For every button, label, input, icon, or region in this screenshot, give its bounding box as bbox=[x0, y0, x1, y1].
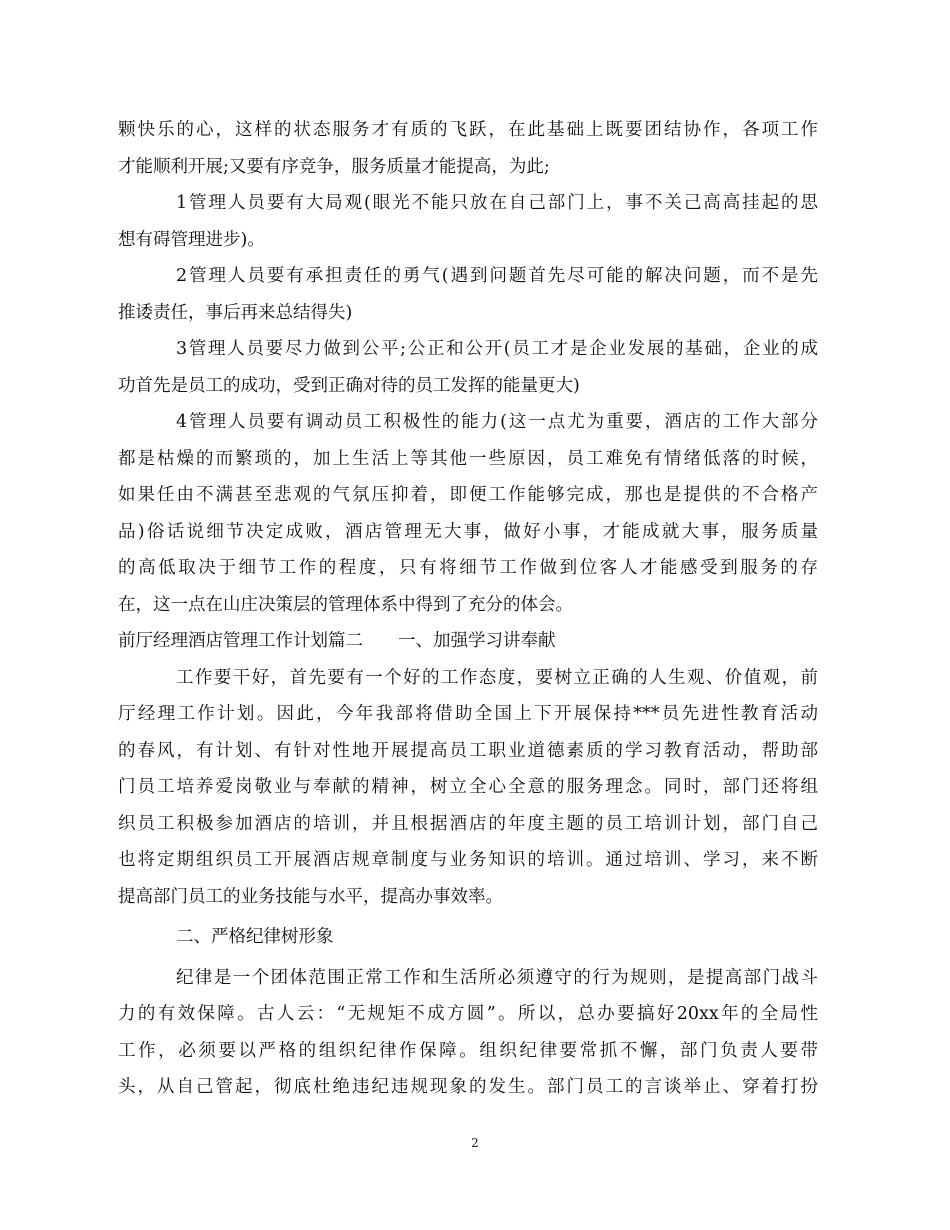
page-number: 2 bbox=[471, 1136, 479, 1150]
text-line: 工作要干好，首先要有一个好的工作态度，要树立正确的人生观、价值观，前 bbox=[176, 667, 818, 688]
text-line: 2管理人员要有承担责任的勇气(遇到问题首先尽可能的解决问题，而不是先 bbox=[176, 266, 818, 286]
text-line: 门员工培养爱岗敬业与奉献的精神，树立全心全意的服务理念。同时，部门还将组 bbox=[118, 777, 818, 797]
text-line: 也将定期组织员工开展酒店规章制度与业务知识的培训。通过培训、学习，来不断 bbox=[118, 850, 818, 870]
section-heading: 前厅经理酒店管理工作计划篇二 一、加强学习讲奉献 bbox=[118, 631, 556, 651]
text-line: 的高低取决于细节工作的程度，只有将细节工作做到位客人才能感受到服务的存 bbox=[118, 558, 818, 578]
text-line: 4管理人员要有调动员工积极性的能力(这一点尤为重要，酒店的工作大部分 bbox=[176, 412, 818, 432]
text-line: 力的有效保障。古人云：“无规矩不成方圆”。所以，总办要搞好20xx年的全局性 bbox=[118, 1004, 818, 1024]
text-line: 3管理人员要尽力做到公平;公正和公开(员工才是企业发展的基础，企业的成 bbox=[176, 339, 818, 359]
text-line: 想有碍管理进步)。 bbox=[118, 229, 265, 250]
document-body bbox=[118, 112, 818, 1106]
text-line: 纪律是一个团体范围正常工作和生活所必须遵守的行为规则，是提高部门战斗 bbox=[176, 967, 818, 988]
text-line: 颗快乐的心，这样的状态服务才有质的飞跃，在此基础上既要团结协作，各项工作 bbox=[118, 120, 818, 140]
text-line: 厅经理工作计划。因此，今年我部将借助全国上下开展保持***员先进性教育活动 bbox=[118, 704, 818, 724]
text-line: 织员工积极参加酒店的培训，并且根据酒店的年度主题的员工培训计划，部门自己 bbox=[118, 813, 818, 834]
text-line: 如果任由不满甚至悲观的气氛压抑着，即便工作能够完成，那也是提供的不合格产 bbox=[118, 485, 818, 505]
text-line: 的春风，有计划、有针对性地开展提高员工职业道德素质的学习教育活动，帮助部 bbox=[118, 740, 818, 761]
text-line: 工作，必须要以严格的组织纪律作保障。组织纪律要常抓不懈，部门负责人要带 bbox=[118, 1040, 818, 1061]
text-line: 推诿责任，事后再来总结得失) bbox=[118, 302, 353, 323]
text-line: 才能顺利开展;又要有序竞争，服务质量才能提高，为此; bbox=[118, 156, 550, 177]
text-line: 提高部门员工的业务技能与水平，提高办事效率。 bbox=[118, 886, 503, 907]
text-line: 功首先是员工的成功，受到正确对待的员工发挥的能量更大) bbox=[118, 375, 580, 396]
text-line: 品)俗话说细节决定成败，酒店管理无大事，做好小事，才能成就大事，服务质量 bbox=[118, 521, 818, 542]
text-line: 都是枯燥的而繁琐的，加上生活上等其他一些原因，员工难免有情绪低落的时候， bbox=[118, 448, 818, 469]
text-line: 在，这一点在山庄决策层的管理体系中得到了充分的体会。 bbox=[118, 594, 573, 615]
text-line: 头，从自己管起，彻底杜绝违纪违规现象的发生。部门员工的言谈举止、穿着打扮 bbox=[118, 1077, 818, 1097]
text-line: 1管理人员要有大局观(眼光不能只放在自己部门上，事不关己高高挂起的思 bbox=[176, 193, 818, 213]
section-heading: 二、严格纪律树形象 bbox=[176, 927, 334, 947]
